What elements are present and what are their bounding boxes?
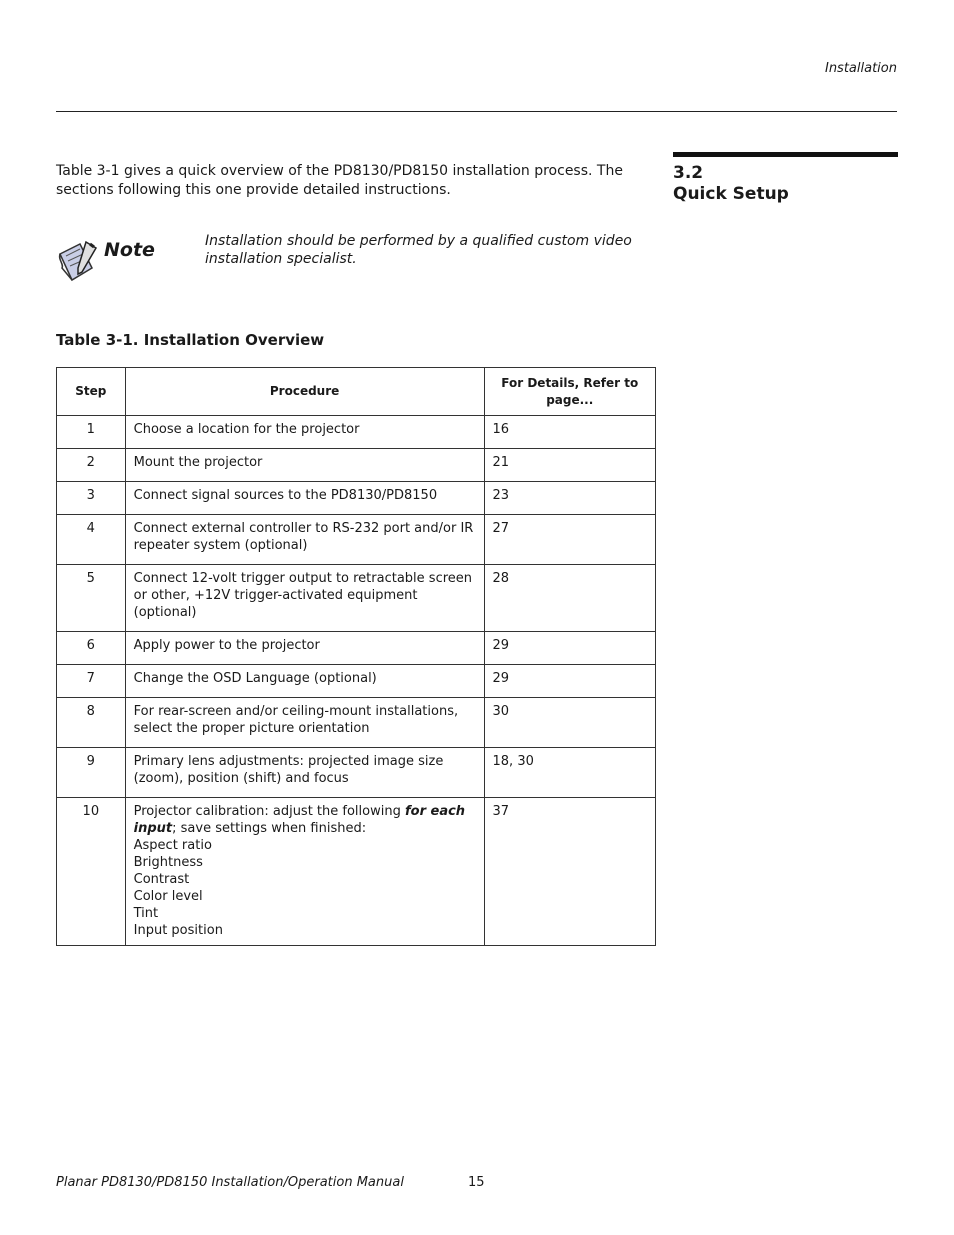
table-caption: Table 3-1. Installation Overview <box>56 331 325 349</box>
table-row <box>57 565 656 632</box>
intro-paragraph: Table 3-1 gives a quick overview of the PD8130/PD8150 installation process. The sections following this one provide detailed instructions. <box>56 163 623 198</box>
step-cell: 5 <box>57 565 126 632</box>
table-row <box>57 798 656 946</box>
table-row <box>57 449 656 482</box>
note-text: Installation should be performed by a qualified custom video installation specialist. <box>205 233 632 267</box>
procedure-cell: Choose a location for the projector <box>125 416 484 449</box>
table-row <box>57 748 656 798</box>
calibration-item: Brightness <box>133 855 203 870</box>
procedure-cell: Mount the projector <box>125 449 484 482</box>
procedure-cell: Primary lens adjustments: projected image size (zoom), position (shift) and focus <box>125 748 484 798</box>
page-cell: 29 <box>484 632 655 665</box>
page-cell: 27 <box>484 515 655 565</box>
footer-page-number: 15 <box>468 1175 485 1190</box>
table-row <box>57 515 656 565</box>
running-header: Installation <box>824 61 897 76</box>
page-cell: 37 <box>484 798 655 946</box>
calibration-item: Input position <box>133 923 223 938</box>
procedure-cell: For rear-screen and/or ceiling-mount installations, select the proper picture orientation <box>125 698 484 748</box>
table-header-row <box>57 368 656 416</box>
procedure-cell <box>125 798 484 946</box>
table-row <box>57 698 656 748</box>
calibration-item: Color level <box>133 889 203 904</box>
column-header-procedure: Procedure <box>125 368 484 416</box>
step-cell: 7 <box>57 665 126 698</box>
step-cell: 3 <box>57 482 126 515</box>
section-bar <box>673 152 898 157</box>
note-label: Note <box>104 239 155 261</box>
procedure-cell: Apply power to the projector <box>125 632 484 665</box>
procedure-emphasis: for each input <box>133 804 466 836</box>
step-cell: 8 <box>57 698 126 748</box>
calibration-item: Contrast <box>133 872 190 887</box>
page-cell: 21 <box>484 449 655 482</box>
page-cell: 18, 30 <box>484 748 655 798</box>
column-header-step: Step <box>57 368 126 416</box>
step-cell: 2 <box>57 449 126 482</box>
note-pencil-icon <box>56 238 100 284</box>
calibration-item: Tint <box>133 906 159 921</box>
procedure-cell: Connect signal sources to the PD8130/PD8150 <box>125 482 484 515</box>
installation-overview-table <box>56 367 656 946</box>
page-cell: 23 <box>484 482 655 515</box>
step-cell: 4 <box>57 515 126 565</box>
header-rule <box>56 111 897 112</box>
page-cell: 28 <box>484 565 655 632</box>
procedure-text: Projector calibration: adjust the following <box>133 804 405 819</box>
table-row <box>57 665 656 698</box>
procedure-cell: Connect 12-volt trigger output to retractable screen or other, +12V trigger-activated equipment (optional) <box>125 565 484 632</box>
step-cell: 1 <box>57 416 126 449</box>
table-row <box>57 632 656 665</box>
step-cell: 6 <box>57 632 126 665</box>
step-cell: 9 <box>57 748 126 798</box>
table-row <box>57 482 656 515</box>
procedure-cell: Change the OSD Language (optional) <box>125 665 484 698</box>
section-title: Quick Setup <box>673 184 789 204</box>
footer-manual-title: Planar PD8130/PD8150 Installation/Operation Manual <box>56 1175 404 1190</box>
page-cell: 16 <box>484 416 655 449</box>
column-header-page: For Details, Refer to page... <box>484 368 655 416</box>
step-cell: 10 <box>57 798 126 946</box>
section-number: 3.2 <box>673 163 704 183</box>
page-cell: 30 <box>484 698 655 748</box>
page-cell: 29 <box>484 665 655 698</box>
procedure-cell: Connect external controller to RS-232 port and/or IR repeater system (optional) <box>125 515 484 565</box>
table-row <box>57 416 656 449</box>
procedure-text: ; save settings when finished: <box>172 821 367 836</box>
calibration-item: Aspect ratio <box>133 838 212 853</box>
